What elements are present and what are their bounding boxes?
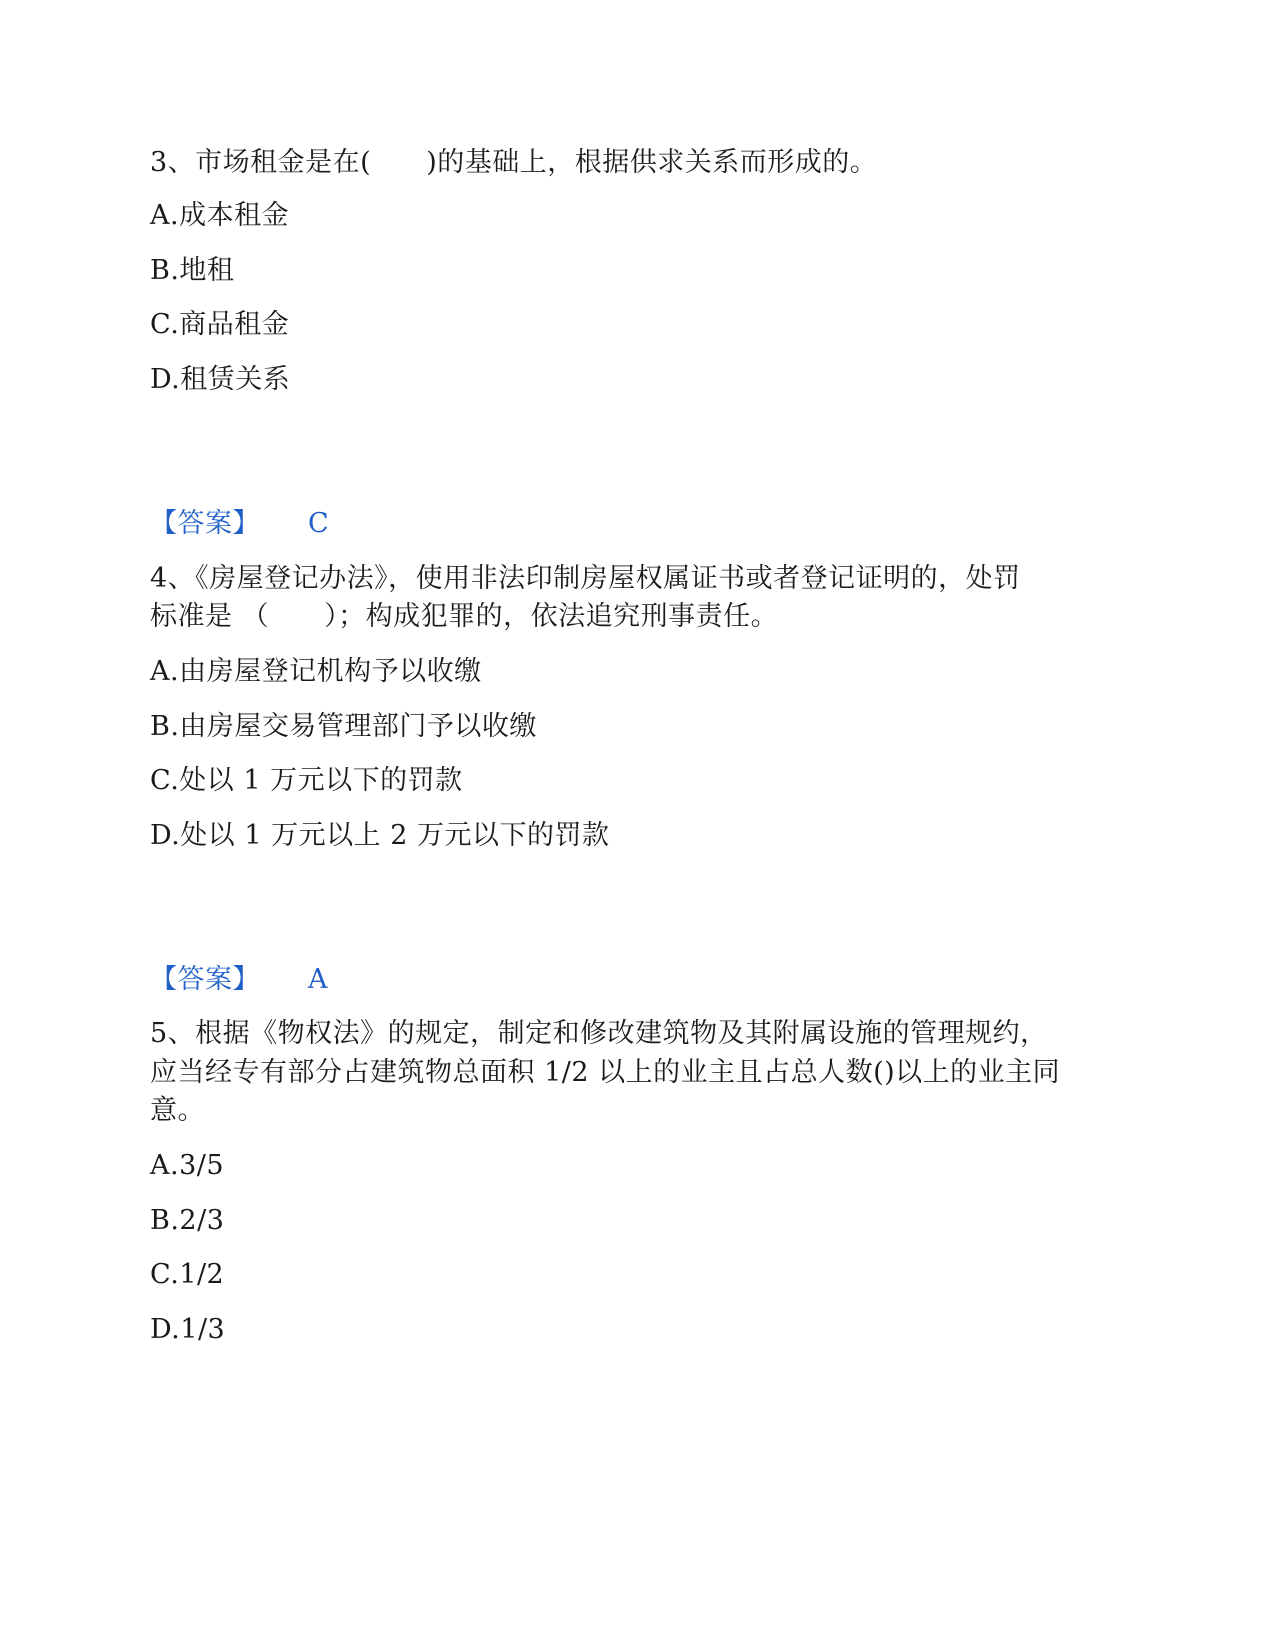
- answer-label: 【答案】: [150, 508, 260, 539]
- question-4-stem-line-2: 标准是 （ ）；构成犯罪的，依法追究刑事责任。: [150, 601, 779, 632]
- question-5-stem-line-3: 意。: [150, 1095, 205, 1126]
- question-4-answer: [150, 962, 328, 998]
- question-5-option-d: D.1/3: [150, 1314, 226, 1345]
- answer-label: 【答案】: [150, 964, 260, 995]
- question-3-option-c: C.商品租金: [150, 309, 290, 340]
- question-3-option-a: A.成本租金: [150, 200, 290, 231]
- answer-value: C: [308, 508, 330, 539]
- question-5-option-b: B.2/3: [150, 1205, 225, 1236]
- question-5-option-a: A.3/5: [150, 1150, 225, 1181]
- question-5-stem-line-2: 应当经专有部分占建筑物总面积 1/2 以上的业主且占总人数()以上的业主同: [150, 1057, 1061, 1088]
- question-4-option-b: B.由房屋交易管理部门予以收缴: [150, 711, 537, 742]
- question-5-stem-line-1: 5、根据《物权法》的规定，制定和修改建筑物及其附属设施的管理规约，: [150, 1018, 1048, 1049]
- question-4-option-a: A.由房屋登记机构予以收缴: [150, 656, 482, 687]
- question-3-answer: [150, 506, 329, 542]
- question-4-option-d: D.处以 1 万元以上 2 万元以下的罚款: [150, 820, 610, 851]
- question-3-stem-line-1: 3、市场租金是在( )的基础上，根据供求关系而形成的。: [150, 147, 878, 178]
- answer-value: A: [308, 964, 328, 995]
- question-4-option-c: C.处以 1 万元以下的罚款: [150, 765, 463, 796]
- question-5-option-c: C.1/2: [150, 1259, 225, 1290]
- question-3-option-d: D.租赁关系: [150, 364, 291, 395]
- question-3-option-b: B.地租: [150, 255, 235, 286]
- question-4-stem-line-1: 4、《房屋登记办法》，使用非法印制房屋权属证书或者登记证明的，处罚: [150, 563, 1021, 594]
